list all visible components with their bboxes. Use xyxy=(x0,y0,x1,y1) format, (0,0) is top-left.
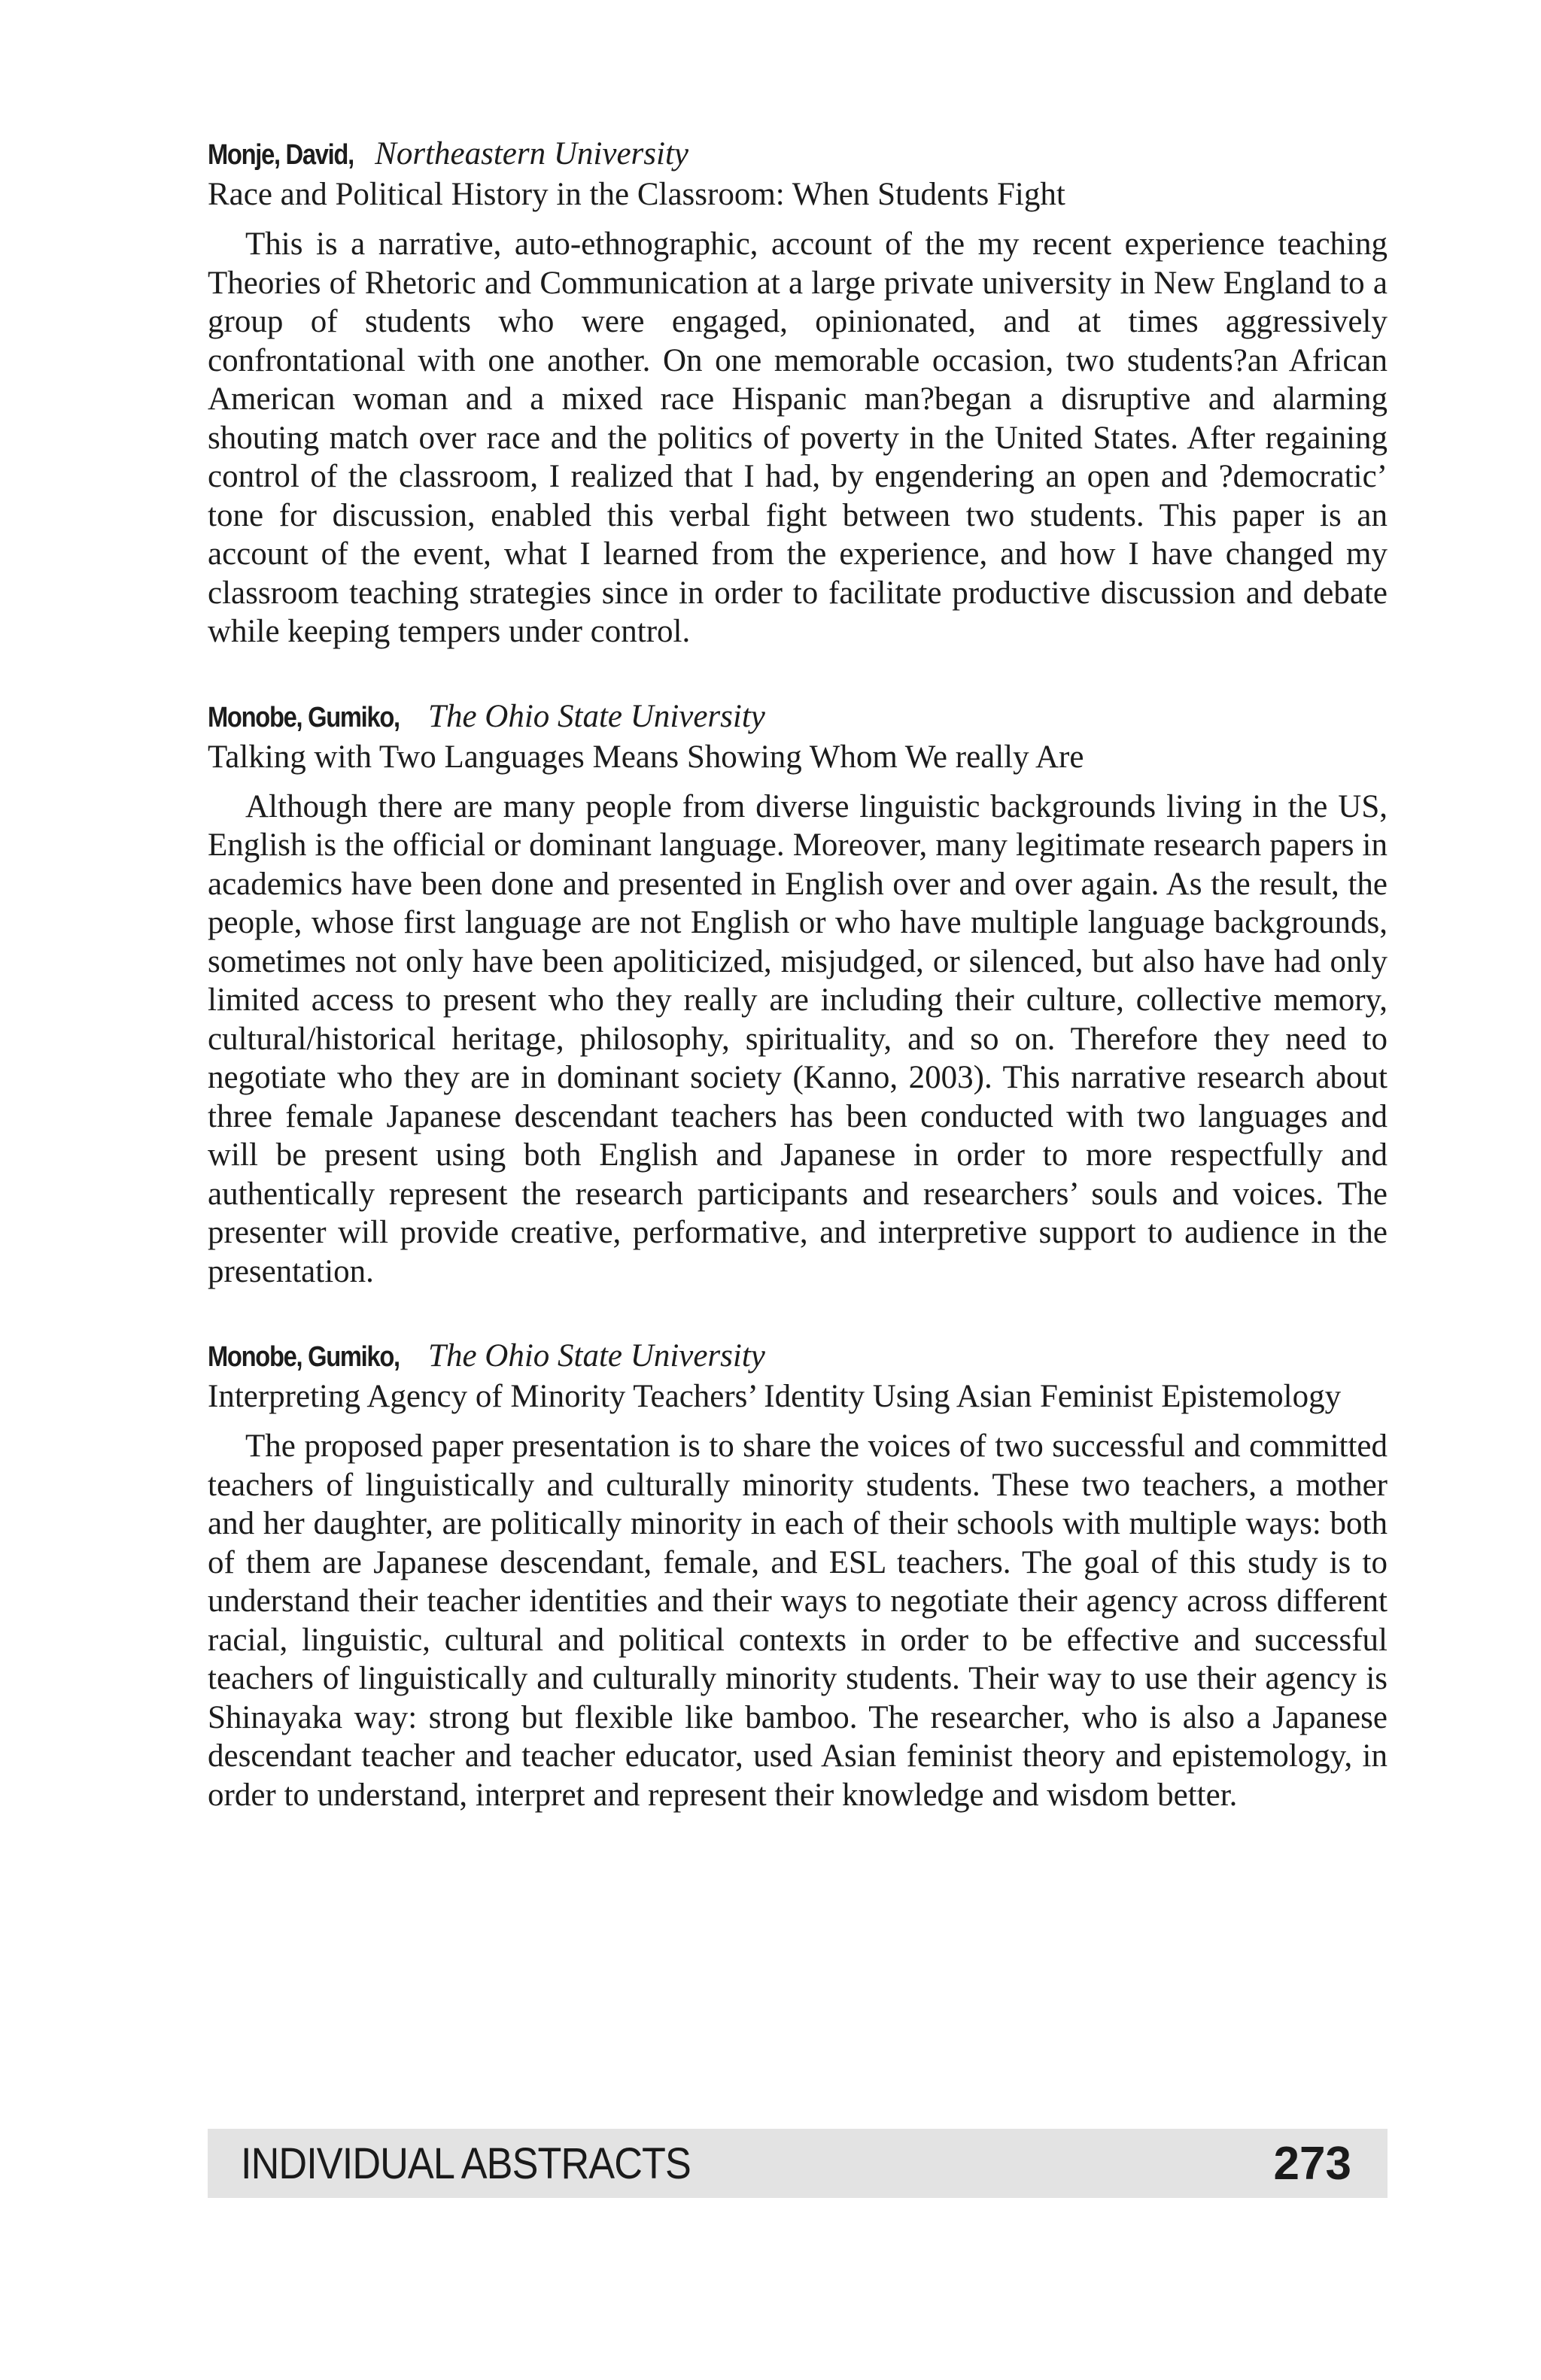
abstract-entry xyxy=(208,1336,1388,1814)
abstracts-content xyxy=(208,134,1388,1859)
author-line xyxy=(208,1336,1388,1377)
abstract-title: Race and Political History in the Classroom: When Students Fight xyxy=(208,177,1065,212)
abstract-entry xyxy=(208,134,1388,651)
abstract-body: This is a narrative, auto-ethnographic, account of the my recent experience teaching Theories of Rhetoric and Communication at a large private university in New England to a group of students who were engaged, opinionated, and at times aggressively confrontational with one another. On one memorable occasion, two students?an African American woman and a mixed race Hispanic man?began a disruptive and alarming shouting match over race and the politics of poverty in the United States. After regaining control of the classroom, I realized that I had, by engendering an open and ?democratic’ tone for discussion, enabled this verbal fight between two students. This paper is an account of the event, what I learned from the experience, and how I have changed my classroom teaching strategies since in order to facilitate productive discussion and debate while keeping tempers under control. xyxy=(208,226,1388,649)
abstract-body: The proposed paper presentation is to share the voices of two successful and committed teachers of linguistically and culturally minority students. These two teachers, a mother and her daughter, are politically minority in each of their schools with multiple ways: both of them are Japanese descendant, female, and ESL teachers. The goal of this study is to understand their teacher identities and their ways to negotiate their agency across different racial, linguistic, cultural and political contexts in order to be effective and successful teachers of linguistically and culturally minority students. Their way to use their agency is Shinayaka way: strong but flexible like bamboo. The researcher, who is also a Japanese descendant teacher and teacher educator, used Asian feminist theory and epistemology, in order to understand, interpret and represent their knowledge and wisdom better. xyxy=(208,1428,1388,1813)
page-footer xyxy=(208,2129,1388,2198)
abstract-title: Interpreting Agency of Minority Teachers’ Identity Using Asian Feminist Epistemology xyxy=(208,1379,1342,1414)
abstract-title: Talking with Two Languages Means Showing Whom We really Are xyxy=(208,739,1084,775)
author-line xyxy=(208,697,1388,738)
abstract-body: Although there are many people from diverse linguistic backgrounds living in the US, English is the official or dominant language. Moreover, many legitimate research papers in academics have been done and presented in English over and over again. As the result, the people, whose first language are not English or who have multiple language backgrounds, sometimes not only have been apoliticized, misjudged, or silenced, but also have had only limited access to present who they really are including their culture, collective memory, cultural/historical heritage, philosophy, spirituality, and so on. Therefore they need to negotiate who they are in dominant society (Kanno, 2003). This narrative research about three female Japanese descendant teachers has been conducted with two languages and will be present using both English and Japanese in order to more respectfully and authentically represent the research participants and researchers’ souls and voices. The presenter will provide creative, performative, and interpretive support to audience in the presentation. xyxy=(208,788,1388,1289)
section-label: INDIVIDUAL ABSTRACTS xyxy=(241,2139,691,2188)
page-number: 273 xyxy=(1273,2137,1351,2190)
author-affiliation: Northeastern University xyxy=(375,136,688,172)
author-name: Monje, David, xyxy=(208,139,354,171)
author-line xyxy=(208,134,1388,175)
author-name: Monobe, Gumiko, xyxy=(208,701,400,733)
author-affiliation: The Ohio State University xyxy=(428,1338,765,1374)
author-name: Monobe, Gumiko, xyxy=(208,1341,400,1373)
author-affiliation: The Ohio State University xyxy=(428,698,765,734)
abstract-entry xyxy=(208,697,1388,1292)
